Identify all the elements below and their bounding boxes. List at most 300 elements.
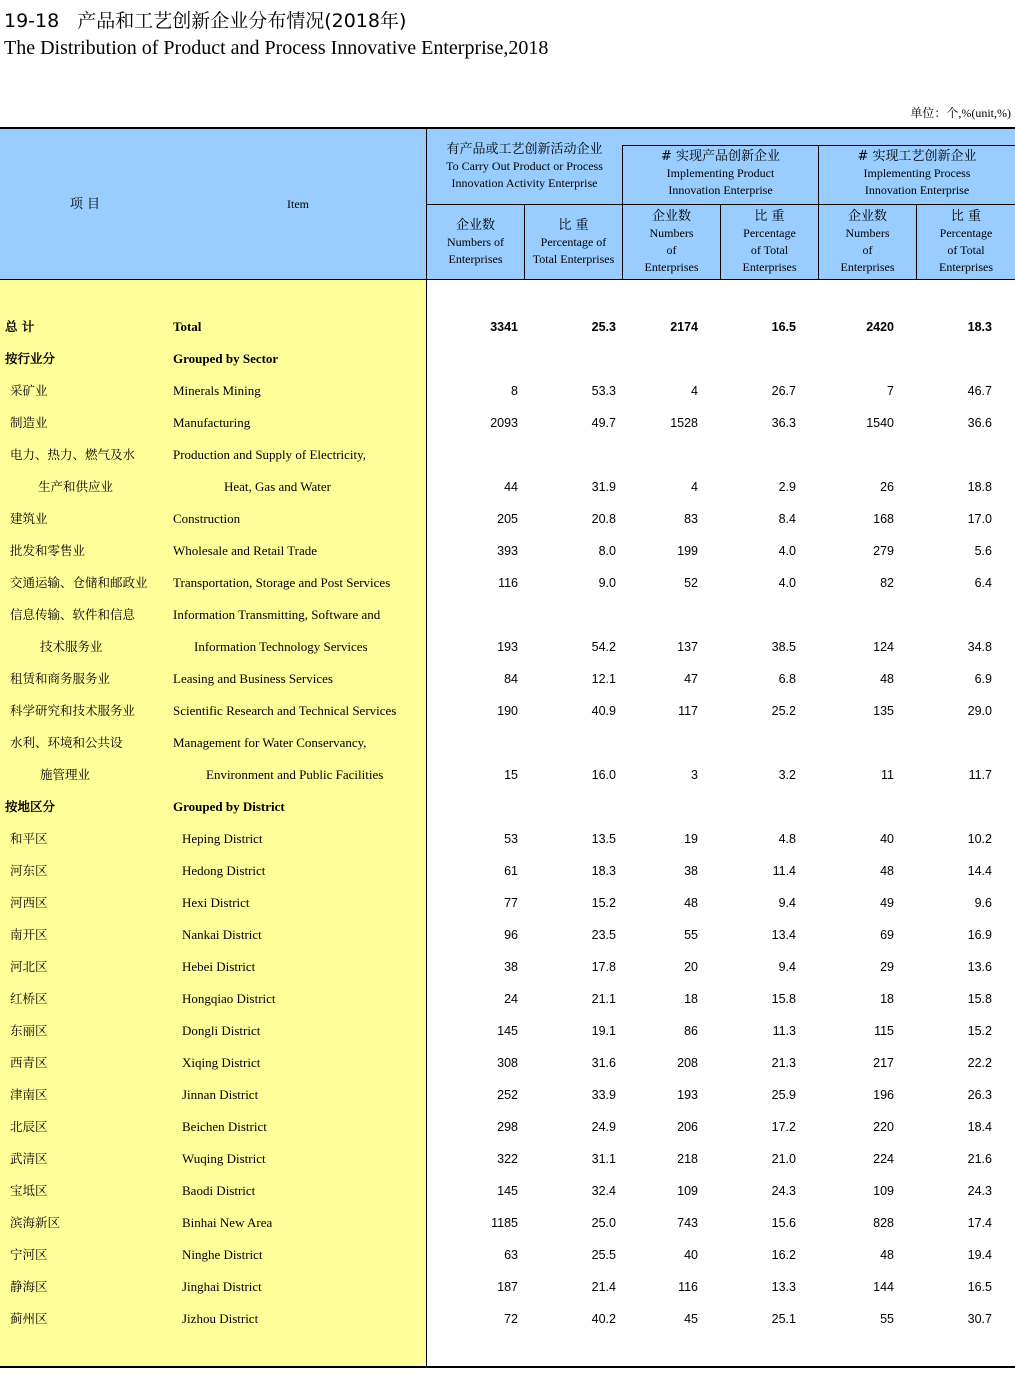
- row-value: [902, 791, 992, 823]
- row-value: [804, 439, 894, 471]
- row-label-cn: 制造业: [10, 415, 48, 430]
- row-value: 38: [684, 864, 698, 878]
- row-value: 31.9: [591, 480, 616, 494]
- row-value: 17.0: [967, 512, 992, 526]
- row-value: 308: [497, 1056, 518, 1070]
- table-row: [0, 695, 1015, 727]
- row-value: 48: [684, 896, 698, 910]
- header-group-product-cn: # 实现产品创新企业: [660, 149, 781, 164]
- header-g1-percentage: [525, 205, 622, 279]
- table-row: [0, 567, 1015, 599]
- row-label-en: Transportation, Storage and Post Services: [173, 575, 391, 590]
- table-row: [0, 631, 1015, 663]
- row-label-en: Beichen District: [182, 1119, 267, 1134]
- table-row: [0, 983, 1015, 1015]
- row-label-en: Heat, Gas and Water: [224, 479, 332, 494]
- row-value: 8: [511, 384, 518, 398]
- row-value: 13.5: [591, 832, 616, 846]
- row-value: [608, 343, 698, 375]
- row-value: 8.4: [778, 512, 796, 526]
- header-g3-percentage: [917, 205, 1015, 279]
- row-value: 31.1: [591, 1152, 616, 1166]
- row-value: [608, 599, 698, 631]
- row-value: 6.9: [974, 672, 992, 686]
- row-value: 19: [684, 832, 698, 846]
- table-row: [0, 311, 1015, 343]
- row-value: 26.7: [771, 384, 796, 398]
- header-g3-numbers-en2: of: [862, 243, 873, 257]
- row-label-en: Jinnan District: [182, 1087, 259, 1102]
- row-label-en: Dongli District: [182, 1023, 261, 1038]
- row-label-cn: 建筑业: [10, 511, 48, 526]
- table-row: [0, 727, 1015, 759]
- row-value: [706, 791, 796, 823]
- row-value: 16.0: [591, 768, 616, 782]
- header-group-product: [623, 145, 818, 202]
- row-value: 1528: [670, 416, 698, 430]
- row-value: 84: [504, 672, 518, 686]
- row-value: 13.4: [771, 928, 796, 942]
- row-value: 13.6: [967, 960, 992, 974]
- row-value: 124: [873, 640, 894, 654]
- row-value: 3.2: [778, 768, 796, 782]
- row-value: 40.2: [591, 1312, 616, 1326]
- header-item-cn-label: 项 目: [69, 196, 101, 212]
- row-value: 72: [504, 1312, 518, 1326]
- row-label-en: Baodi District: [182, 1183, 256, 1198]
- row-value: 9.6: [974, 896, 992, 910]
- row-label-en: Information Technology Services: [194, 639, 368, 654]
- row-value: [608, 727, 698, 759]
- header-g2-percentage-en2: of Total: [750, 243, 789, 257]
- header-g2-numbers-en2: of: [666, 243, 677, 257]
- header-divider: [916, 204, 917, 279]
- row-value: 3: [691, 768, 698, 782]
- table-row: [0, 375, 1015, 407]
- row-label-cn: 按地区分: [5, 799, 56, 814]
- row-value: 1540: [866, 416, 894, 430]
- row-value: 7: [887, 384, 894, 398]
- row-label-en: Hedong District: [182, 863, 266, 878]
- row-value: 63: [504, 1248, 518, 1262]
- row-value: 24.3: [771, 1184, 796, 1198]
- row-value: [428, 343, 518, 375]
- row-label-cn: 生产和供应业: [38, 479, 114, 494]
- row-value: 206: [677, 1120, 698, 1134]
- row-value: 24.9: [591, 1120, 616, 1134]
- table-row: [0, 1239, 1015, 1271]
- row-value: 4.8: [778, 832, 796, 846]
- header-g3-percentage-en3: Enterprises: [939, 260, 993, 274]
- row-value: [526, 599, 616, 631]
- row-value: 18.3: [967, 320, 992, 334]
- row-value: 61: [504, 864, 518, 878]
- row-label-en: Management for Water Conservancy,: [173, 735, 367, 750]
- row-value: 24: [504, 992, 518, 1006]
- table-row: [0, 759, 1015, 791]
- row-value: 137: [677, 640, 698, 654]
- row-value: 18: [880, 992, 894, 1006]
- table-row: [0, 855, 1015, 887]
- row-label-en: Production and Supply of Electricity,: [173, 447, 367, 462]
- row-value: 48: [880, 672, 894, 686]
- row-value: [428, 791, 518, 823]
- row-label-cn: 西青区: [10, 1055, 48, 1070]
- row-value: [902, 343, 992, 375]
- row-value: 14.4: [967, 864, 992, 878]
- page-title-en: The Distribution of Product and Process Innovative Enterprise,2018: [4, 37, 549, 59]
- row-value: 187: [497, 1280, 518, 1294]
- row-value: 116: [678, 1280, 698, 1294]
- row-label-cn: 静海区: [10, 1279, 48, 1294]
- row-value: 55: [880, 1312, 894, 1326]
- row-value: 33.9: [591, 1088, 616, 1102]
- header-g3-percentage-en1: Percentage: [939, 226, 993, 240]
- row-value: 15.8: [967, 992, 992, 1006]
- row-label-en: Construction: [173, 511, 241, 526]
- row-label-cn: 技术服务业: [40, 639, 103, 654]
- header-group-process: [819, 145, 1015, 202]
- row-value: 25.3: [591, 320, 616, 334]
- row-label-en: Hongqiao District: [182, 991, 276, 1006]
- row-label-cn: 按行业分: [5, 351, 56, 366]
- row-label-cn: 科学研究和技术服务业: [10, 703, 136, 718]
- row-value: 69: [880, 928, 894, 942]
- row-value: 217: [873, 1056, 894, 1070]
- page-title-cn: [4, 6, 406, 33]
- header-group-product-en2: Innovation Enterprise: [668, 183, 773, 197]
- row-value: 49: [880, 896, 894, 910]
- row-label-cn: 滨海新区: [10, 1215, 61, 1230]
- row-value: 2174: [670, 320, 698, 334]
- row-value: 21.6: [967, 1152, 992, 1166]
- row-value: 19.4: [967, 1248, 992, 1262]
- table-row: [0, 1271, 1015, 1303]
- row-label-en: Grouped by Sector: [173, 351, 279, 366]
- row-value: 15: [504, 768, 518, 782]
- row-value: [428, 599, 518, 631]
- row-value: 18: [684, 992, 698, 1006]
- row-value: 25.9: [771, 1088, 796, 1102]
- row-value: 4.0: [778, 544, 796, 558]
- row-value: 11: [881, 768, 894, 782]
- header-g3-numbers-cn: 企业数: [847, 209, 887, 224]
- header-group-process-en2: Innovation Enterprise: [864, 183, 970, 197]
- table-row: [0, 407, 1015, 439]
- row-value: 2420: [866, 320, 894, 334]
- row-value: [902, 599, 992, 631]
- header-item-cn: [0, 129, 170, 279]
- header-group-process-en1: Implementing Process: [863, 166, 971, 180]
- row-label-en: Wuqing District: [182, 1151, 266, 1166]
- row-value: 5.6: [974, 544, 992, 558]
- table-row: [0, 791, 1015, 823]
- row-value: 220: [873, 1120, 894, 1134]
- row-value: 145: [497, 1184, 518, 1198]
- row-value: 82: [880, 576, 894, 590]
- row-value: 15.6: [771, 1216, 796, 1230]
- header-g3-percentage-cn: 比 重: [950, 209, 982, 224]
- row-value: 25.1: [771, 1312, 796, 1326]
- header-g1-numbers-en2: Enterprises: [448, 251, 503, 266]
- row-label-en: Hexi District: [182, 895, 250, 910]
- row-value: [804, 791, 894, 823]
- row-label-cn: 津南区: [10, 1087, 48, 1102]
- row-value: 34.8: [967, 640, 992, 654]
- row-value: [804, 599, 894, 631]
- table-row: [0, 503, 1015, 535]
- header-divider: [720, 204, 721, 279]
- row-value: [428, 439, 518, 471]
- row-value: 6.4: [974, 576, 992, 590]
- header-g1-numbers-en1: Numbers of: [447, 234, 504, 249]
- row-value: [608, 791, 698, 823]
- row-value: 47: [684, 672, 698, 686]
- table-row: [0, 1175, 1015, 1207]
- row-value: 40: [684, 1248, 698, 1262]
- header-group-all: [427, 129, 622, 204]
- row-value: [902, 727, 992, 759]
- table-row: [0, 823, 1015, 855]
- row-label-cn: 宝坻区: [10, 1183, 48, 1198]
- row-value: 16.9: [967, 928, 992, 942]
- row-value: [526, 343, 616, 375]
- header-group-all-cn: 有产品或工艺创新活动企业: [446, 142, 603, 157]
- header-g2-percentage-cn: 比 重: [754, 209, 785, 224]
- row-value: 15.2: [967, 1024, 992, 1038]
- row-value: 25.0: [591, 1216, 616, 1230]
- row-value: 224: [873, 1152, 894, 1166]
- row-label-cn: 北辰区: [10, 1119, 48, 1134]
- header-group-product-en1: Implementing Product: [666, 166, 775, 180]
- row-value: 168: [873, 512, 894, 526]
- row-value: 9.0: [598, 576, 616, 590]
- row-value: 17.8: [591, 960, 616, 974]
- row-value: 2093: [490, 416, 518, 430]
- row-value: 17.2: [771, 1120, 796, 1134]
- row-label-cn: 河西区: [10, 895, 48, 910]
- row-value: 2.9: [778, 480, 796, 494]
- row-value: 20: [684, 960, 698, 974]
- row-value: [526, 439, 616, 471]
- row-value: 22.2: [967, 1056, 992, 1070]
- row-value: 11.3: [772, 1024, 796, 1038]
- table-row: [0, 1047, 1015, 1079]
- row-value: 46.7: [967, 384, 992, 398]
- row-value: 11.7: [968, 768, 992, 782]
- row-label-cn: 河北区: [10, 959, 48, 974]
- row-value: 26.3: [967, 1088, 992, 1102]
- row-label-en: Information Transmitting, Software and: [173, 607, 381, 622]
- row-value: 196: [873, 1088, 894, 1102]
- row-label-cn: 和平区: [10, 831, 48, 846]
- row-value: 52: [684, 576, 698, 590]
- row-value: 54.2: [591, 640, 616, 654]
- row-label-cn: 宁河区: [10, 1247, 48, 1262]
- row-value: 15.2: [591, 896, 616, 910]
- table-row: [0, 599, 1015, 631]
- row-label-cn: 租赁和商务服务业: [10, 671, 111, 686]
- row-value: 36.3: [771, 416, 796, 430]
- row-value: 115: [874, 1024, 894, 1038]
- table-row: [0, 535, 1015, 567]
- row-value: 18.3: [591, 864, 616, 878]
- row-value: 193: [677, 1088, 698, 1102]
- row-value: 208: [677, 1056, 698, 1070]
- row-value: [804, 343, 894, 375]
- row-value: 40.9: [591, 704, 616, 718]
- row-value: 144: [873, 1280, 894, 1294]
- unit-note: 单位：个,%(unit,%): [910, 106, 1011, 120]
- row-value: 393: [497, 544, 518, 558]
- row-value: 135: [873, 704, 894, 718]
- row-label-en: Grouped by District: [173, 799, 285, 814]
- row-value: 31.6: [591, 1056, 616, 1070]
- row-label-cn: 批发和零售业: [10, 543, 86, 558]
- row-label-cn: 东丽区: [10, 1023, 48, 1038]
- row-label-cn: 蓟州区: [10, 1311, 48, 1326]
- row-label-cn: 红桥区: [10, 991, 48, 1006]
- row-value: 109: [873, 1184, 894, 1198]
- row-value: 4: [691, 480, 698, 494]
- header-g1-numbers: [427, 205, 524, 279]
- row-label-en: Binhai New Area: [182, 1215, 273, 1230]
- table-row: [0, 1207, 1015, 1239]
- row-value: 38.5: [771, 640, 796, 654]
- row-value: 36.6: [967, 416, 992, 430]
- row-value: [706, 343, 796, 375]
- header-group-all-en2: Innovation Activity Enterprise: [451, 176, 598, 190]
- row-value: 10.2: [967, 832, 992, 846]
- row-label-en: Manufacturing: [173, 415, 251, 430]
- row-value: 13.3: [771, 1280, 796, 1294]
- row-value: 21.4: [591, 1280, 616, 1294]
- row-value: 77: [504, 896, 518, 910]
- row-value: 18.4: [967, 1120, 992, 1134]
- row-value: 96: [504, 928, 518, 942]
- row-value: 30.7: [967, 1312, 992, 1326]
- row-value: 145: [497, 1024, 518, 1038]
- row-value: 49.7: [591, 416, 616, 430]
- row-value: 21.0: [771, 1152, 796, 1166]
- row-value: 86: [684, 1024, 698, 1038]
- row-label-en: Scientific Research and Technical Services: [173, 703, 397, 718]
- row-label-cn: 南开区: [10, 927, 48, 942]
- header-g2-percentage: [721, 205, 818, 279]
- header-g3-numbers-en3: Enterprises: [840, 260, 895, 274]
- row-value: 4.0: [778, 576, 796, 590]
- table-row: [0, 471, 1015, 503]
- row-value: 16.5: [771, 320, 796, 334]
- row-value: 26: [880, 480, 894, 494]
- row-label-cn: 信息传输、软件和信息: [10, 607, 136, 622]
- row-value: [804, 727, 894, 759]
- header-item-en: [170, 129, 426, 279]
- header-g3-numbers: [819, 205, 916, 279]
- header-g2-numbers-cn: 企业数: [651, 209, 691, 224]
- row-value: [428, 727, 518, 759]
- title-cn-text: 产品和工艺创新企业分布情况(2018年): [77, 10, 407, 32]
- row-value: 298: [497, 1120, 518, 1134]
- header-g2-numbers-en3: Enterprises: [644, 260, 699, 274]
- row-label-en: Xiqing District: [182, 1055, 261, 1070]
- row-value: 29.0: [967, 704, 992, 718]
- row-value: 743: [677, 1216, 698, 1230]
- header-divider: [426, 204, 1015, 205]
- row-label-en: Heping District: [182, 831, 263, 846]
- header-divider: [818, 145, 819, 279]
- row-value: 19.1: [591, 1024, 616, 1038]
- header-g1-percentage-en1: Percentage of: [540, 234, 607, 249]
- row-value: 38: [504, 960, 518, 974]
- table-row: [0, 1111, 1015, 1143]
- row-value: 9.4: [778, 960, 796, 974]
- header-group-process-cn: # 实现工艺创新企业: [857, 149, 977, 164]
- row-value: [706, 599, 796, 631]
- row-value: 48: [880, 864, 894, 878]
- row-label-en: Jizhou District: [182, 1311, 259, 1326]
- row-label-en: Hebei District: [182, 959, 256, 974]
- row-label-cn: 总 计: [5, 319, 35, 334]
- header-divider: [524, 204, 525, 279]
- row-value: 48: [880, 1248, 894, 1262]
- row-value: [526, 727, 616, 759]
- header-g2-numbers-en1: Numbers: [649, 226, 694, 240]
- row-label-en: Jinghai District: [182, 1279, 262, 1294]
- header-group-all-en1: To Carry Out Product or Process: [446, 159, 603, 173]
- row-value: 9.4: [778, 896, 796, 910]
- row-label-en: Wholesale and Retail Trade: [173, 543, 318, 558]
- row-label-en: Environment and Public Facilities: [206, 767, 384, 782]
- row-label-cn: 交通运输、仓储和邮政业: [10, 575, 148, 590]
- row-value: 16.2: [771, 1248, 796, 1262]
- row-value: 12.1: [591, 672, 616, 686]
- row-label-en: Ninghe District: [182, 1247, 263, 1262]
- table-header: [0, 129, 1015, 280]
- row-value: 17.4: [967, 1216, 992, 1230]
- row-value: 25.2: [771, 704, 796, 718]
- table-row: [0, 1143, 1015, 1175]
- row-value: 190: [497, 704, 518, 718]
- row-value: 53.3: [591, 384, 616, 398]
- row-value: 6.8: [778, 672, 796, 686]
- row-value: 25.5: [591, 1248, 616, 1262]
- row-label-cn: 水利、环境和公共设: [10, 735, 123, 750]
- row-value: 21.3: [771, 1056, 796, 1070]
- row-value: 218: [677, 1152, 698, 1166]
- row-value: [608, 439, 698, 471]
- row-label-en: Leasing and Business Services: [173, 671, 333, 686]
- row-value: 116: [498, 576, 518, 590]
- row-value: 18.8: [967, 480, 992, 494]
- row-value: 322: [497, 1152, 518, 1166]
- row-value: 45: [684, 1312, 698, 1326]
- row-value: [706, 727, 796, 759]
- header-g1-percentage-en2: Total Enterprises: [532, 251, 615, 266]
- row-label-en: Minerals Mining: [173, 383, 261, 398]
- row-value: 117: [678, 704, 698, 718]
- row-value: 205: [497, 512, 518, 526]
- table-row: [0, 951, 1015, 983]
- row-value: [706, 439, 796, 471]
- header-item-en-label: Item: [287, 196, 309, 211]
- row-value: 1185: [491, 1216, 518, 1230]
- row-value: 55: [684, 928, 698, 942]
- table-row: [0, 343, 1015, 375]
- row-value: 40: [880, 832, 894, 846]
- table-row: [0, 439, 1015, 471]
- row-value: 193: [497, 640, 518, 654]
